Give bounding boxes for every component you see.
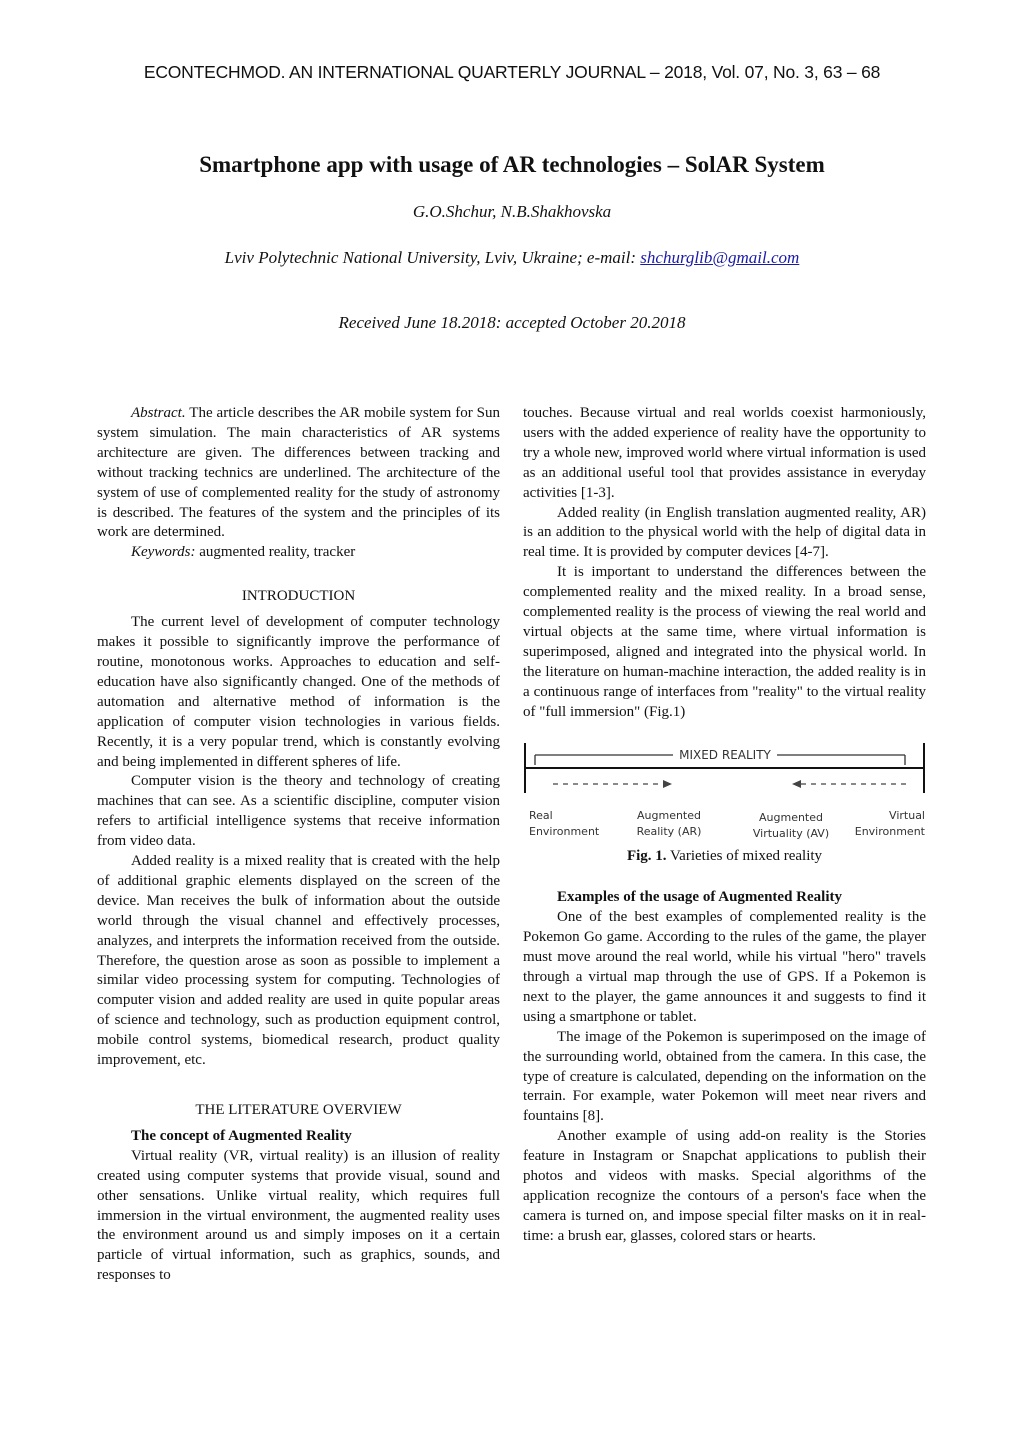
concept-subheading: The concept of Augmented Reality [131, 1127, 352, 1144]
abstract-label: Abstract. [131, 405, 186, 421]
figure-caption [523, 847, 926, 867]
figure-caption-label: Fig. 1. [626, 847, 667, 864]
literature-paragraph: It is important to understand the differences between the complemented reality and the mixed reality. In a broad sense, complemented reality is the process of viewing the real world and virtual objects at the same time, where virtual information is superimposed, aligned and integrated into the physical world. In the literature on human-machine interaction, the added reality is in a continuous range of interfaces from "reality" to the virtual reality of "full immersion" (Fig.1) [523, 564, 926, 720]
label-augmented-reality: Augmented [637, 808, 701, 822]
figure-mixed-reality [523, 735, 926, 843]
literature-paragraph: Added reality (in English translation augmented reality, AR) is an addition to the physical world with the help of digital data in real time. It is provided by computer devices [4-7]. [523, 504, 926, 561]
authors: G.O.Shchur, N.B.Shakhovska [412, 202, 612, 221]
keywords-text: augmented reality, tracker [195, 544, 356, 561]
label-augmented-reality-2: Reality (AR) [636, 824, 702, 838]
introduction-heading: INTRODUCTION [241, 588, 356, 605]
affiliation [0, 248, 1024, 268]
examples-subheading: Examples of the usage of Augmented Reality [557, 889, 842, 906]
received-date: Received June 18.2018: accepted October 20.2018 [338, 313, 686, 332]
intro-paragraph: Added reality is a mixed reality that is created with the help of additional graphic elements displayed on the screen of the device. Man receives the bulk of information about the outside world through the visual channel and effectively processes, analyzes, and interprets the information received from the outside. Therefore, the question arose as soon as possible to implement a similar video processing system for computing. Technologies of computer vision and added reality are used in quite popular areas of science and technology, such as production equipment control, mobile control systems, biomedical research, product quality improvement, etc. [97, 853, 500, 1069]
literature-heading: THE LITERATURE OVERVIEW [195, 1102, 402, 1118]
label-virtual-environment-2: Environment [854, 824, 925, 838]
arrow-left-head [792, 780, 801, 788]
label-real-environment-2: Environment [529, 824, 600, 838]
abstract [97, 404, 500, 543]
intro-paragraph: The current level of development of computer technology makes it possible to significantly improve the performance of routine, monotonous works. Approaches to education and self-education have also significantly changed. One of the methods of automation and alternative method of information is the application of computer vision technologies in various fields. Recently, it is a very popular trend, which is constantly evolving and being implemented in different spheres of life. [97, 614, 500, 770]
label-real-environment: Real [529, 808, 553, 822]
paper-title: Smartphone app with usage of AR technologies – SolAR System [199, 152, 825, 177]
examples-paragraph: Another example of using add-on reality is the Stories feature in Instagram or Snapchat applications to publish their photos and videos with masks. Special algorithms of the application recognize the contours of a person's face when the camera is turned on, and impose special filter masks on it in real-time: a brush ear, glasses, colored stars or hearts. [523, 1128, 926, 1244]
examples-paragraph: The image of the Pokemon is superimposed on the image of the surrounding world, obtained from the camera. In this case, the type of creature is calculated, depending on the information on the terrain. For example, water Pokemon will meet near rivers and fountains [8]. [523, 1028, 926, 1125]
journal-header: ECONTECHMOD. AN INTERNATIONAL QUARTERLY JOURNAL – 2018, Vol. 07, No. 3, 63 – 68 [143, 62, 881, 82]
keywords-label: Keywords: [131, 544, 196, 561]
right-column [523, 404, 926, 1247]
literature-paragraph-continued: touches. Because virtual and real worlds coexist harmoniously, users with the added experience of reality have the opportunity to try a whole new, improved world where virtual information is used as an additional useful tool that provides assistance in everyday activities [1-3]. [523, 405, 926, 501]
literature-paragraph: Virtual reality (VR, virtual reality) is an illusion of reality created using computer systems that provide visual, sound and other sensations. Unlike virtual reality, which requires full immersion in the virtual environment, the augmented reality uses the environment around us and simply imposes on it a certain particle of virtual information, such as graphics, sounds, and responses to [97, 1147, 500, 1284]
left-column [97, 404, 500, 1286]
figure-caption-text: Varieties of mixed reality [666, 847, 823, 864]
email-link[interactable]: shchurglib@gmail.com [640, 248, 800, 267]
label-augmented-virtuality: Augmented [759, 810, 823, 824]
examples-paragraph: One of the best examples of complemented reality is the Pokemon Go game. According to the rules of the game, the player must move around the real world, while his virtual "hero" travels through a virtual map through the use of GPS. If a Pokemon is next to the player, the game announces it and suggests to find it using a smartphone or tablet. [523, 909, 926, 1025]
keywords [97, 543, 500, 563]
label-augmented-virtuality-2: Virtuality (AV) [752, 826, 830, 840]
mixed-reality-diagram [523, 735, 926, 843]
affiliation-text: Lviv Polytechnic National University, Lviv, Ukraine; e-mail: [224, 248, 641, 267]
bracket-label: MIXED REALITY [679, 747, 771, 762]
intro-paragraph: Computer vision is the theory and technology of creating machines that can see. As a scientific discipline, computer vision refers to artificial intelligence systems that receive information from video data. [97, 773, 500, 850]
abstract-text: The article describes the AR mobile system for Sun system simulation. The main characteristics of AR systems architecture are given. The differences between tracking and without tracking technics are underlined. The architecture of the system of use of complemented reality for the study of astronomy is described. The features of the system and the principles of its work are determined. [97, 405, 500, 541]
arrow-right-head [663, 780, 672, 788]
label-virtual-environment: Virtual [889, 808, 925, 822]
